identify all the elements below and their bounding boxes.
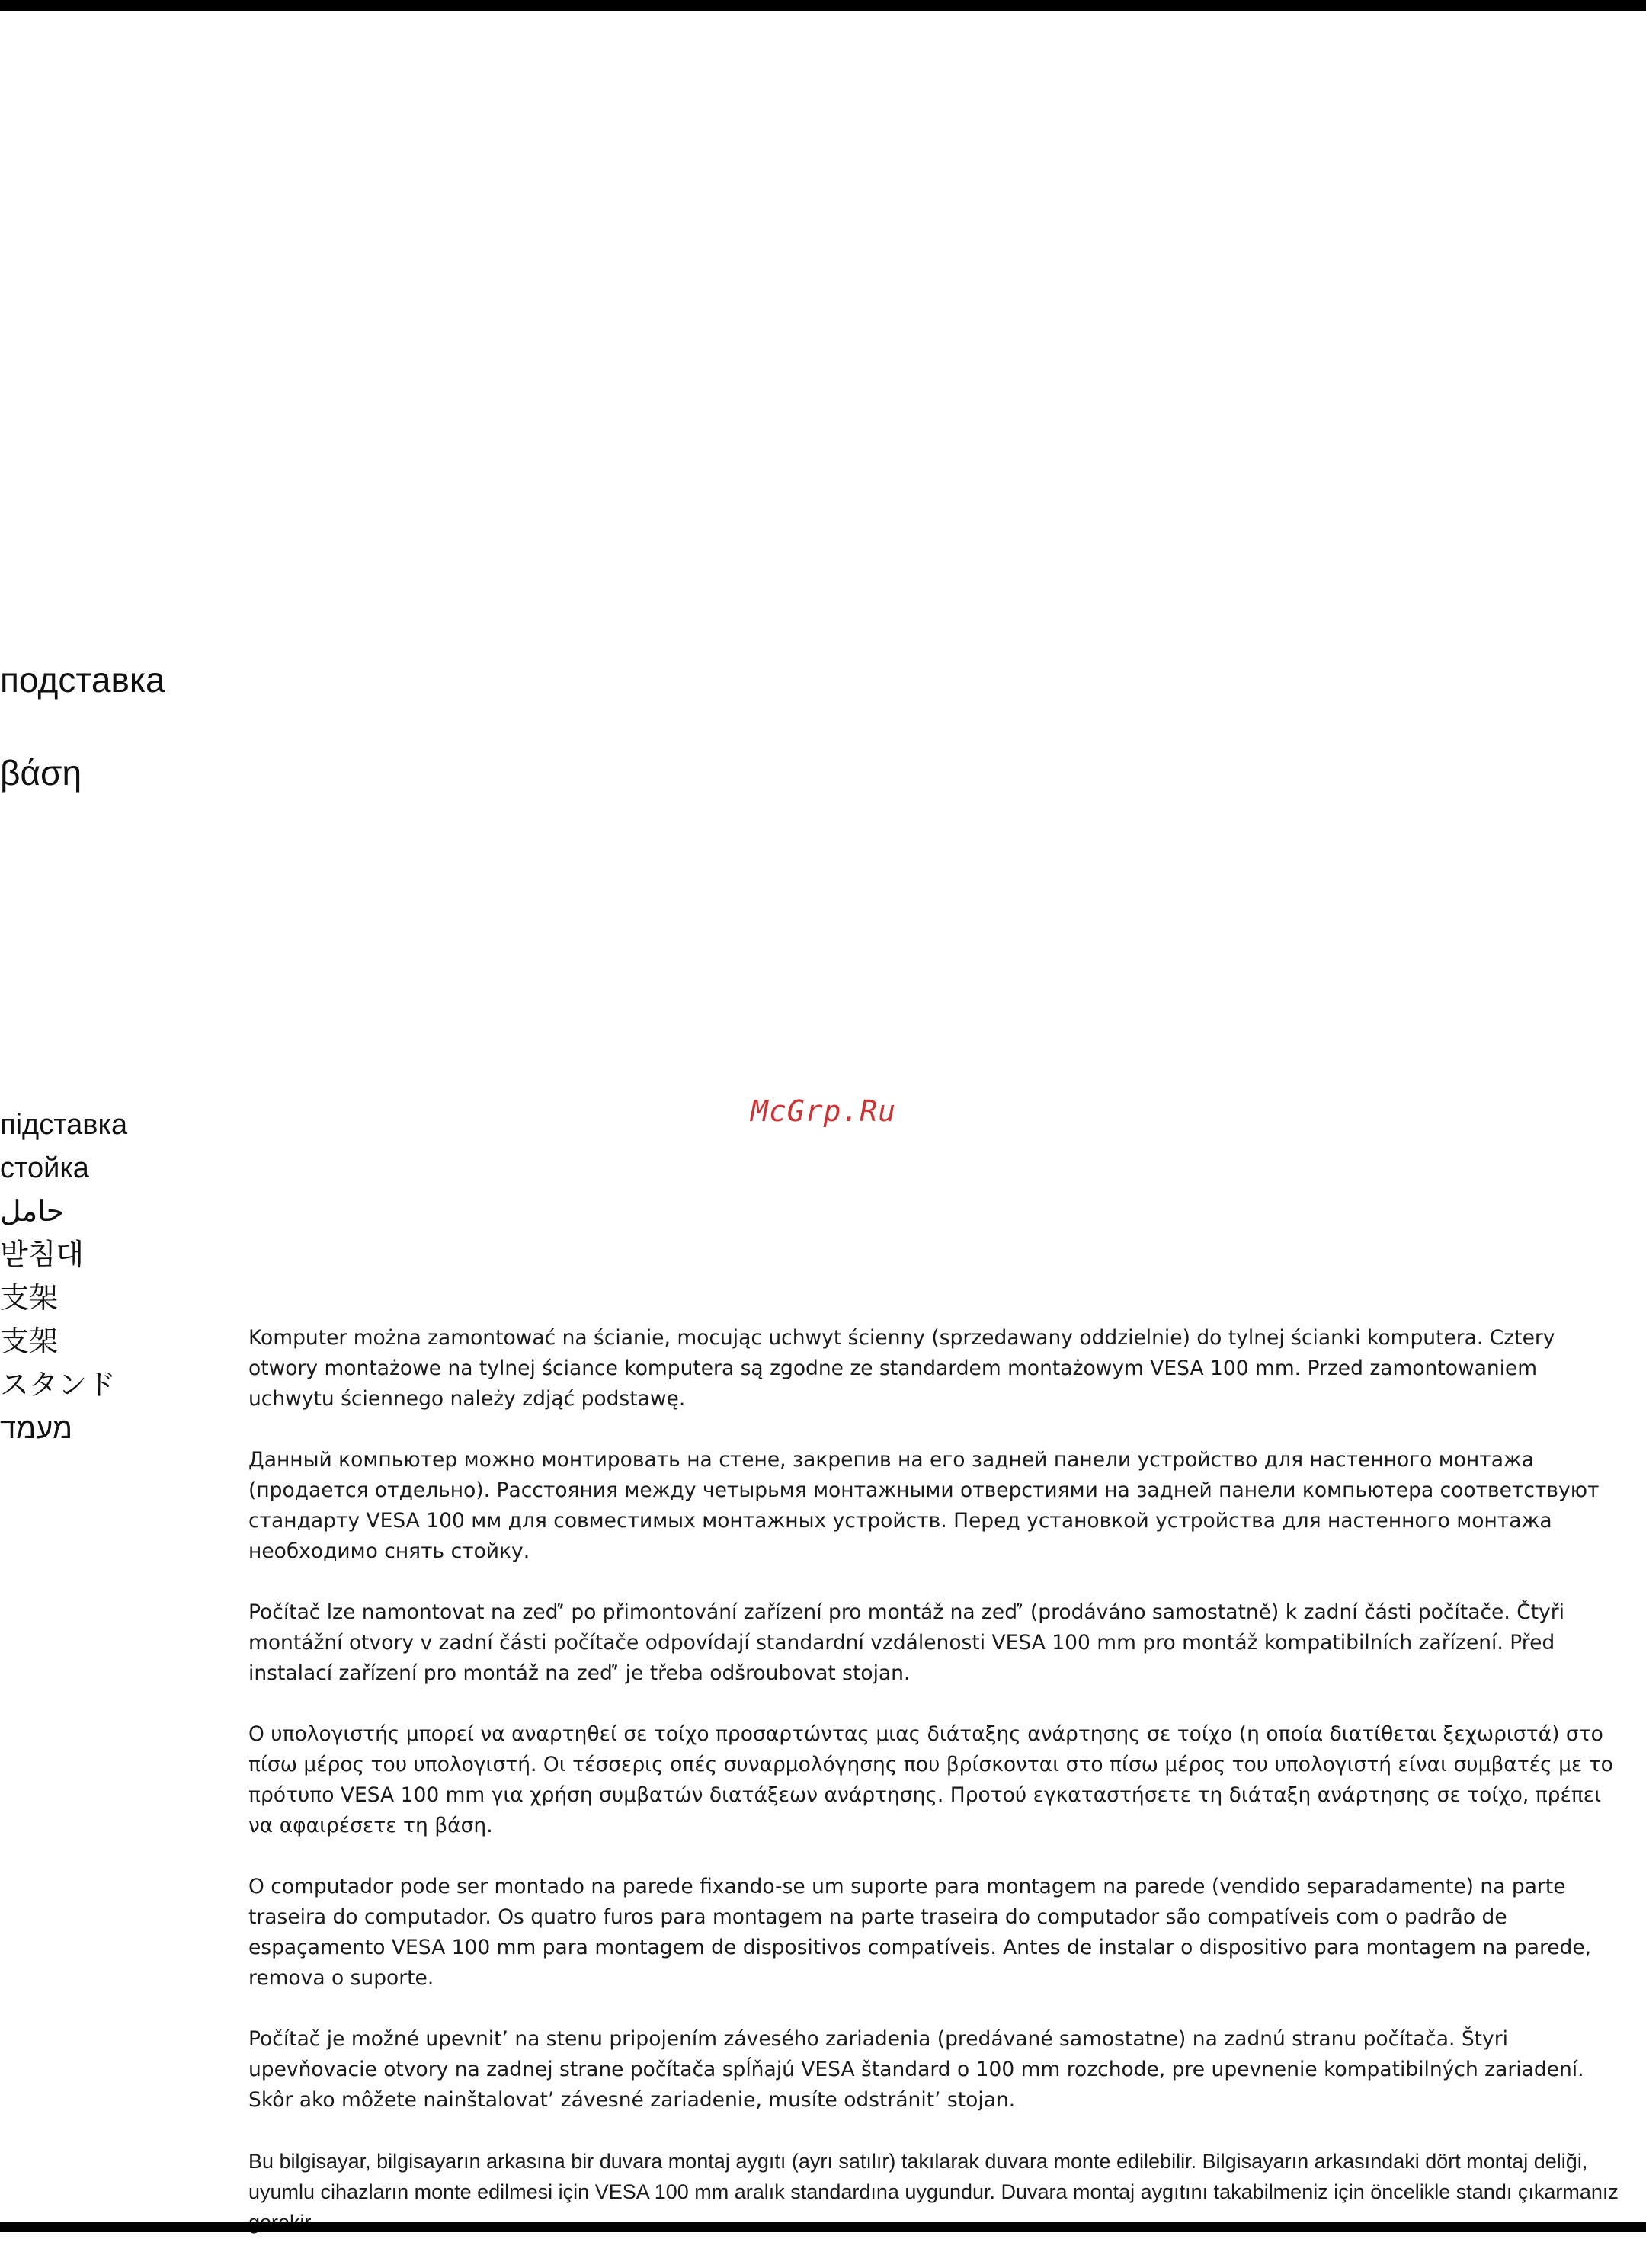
stand-term-russian: подставка [0,660,165,700]
stand-term-list [0,1104,127,1451]
stand-term-arabic: حامل [0,1196,65,1228]
paragraph-greek: Ο υπολογιστής μπορεί να αναρτηθεί σε τοίχο προσαρτώντας μιας διάταξης ανάρτησης σε τοίχο (η οποία διατίθεται ξεχωριστά) στο πίσω μέρος του υπολογιστή. Οι τέσσερις οπές συναρμολόγησης που βρίσκονται στο πίσω μέρος του υπολογιστή είναι συμβατές με το πρότυπο VESA 100 mm για χρήση συμβατών διατάξεων ανάρτησης. Προτού εγκαταστήσετε τη διάταξη ανάρτησης σε τοίχο, πρέπει να αφαιρέσετε τη βάση. [248,1722,1613,1837]
bottom-rule [0,2222,1646,2232]
paragraph-russian: Данный компьютер можно монтировать на стене, закрепив на его задней панели устройство для настенного монтажа (продается отдельно). Расстояния между четырьмя монтажными отверстиями на задней панели компьютера соответствуют стандарту VESA 100 мм для совместимых монтажных устройств. Перед установкой устройства для настенного монтажа необходимо снять стойку. [248,1448,1600,1563]
watermark: McGrp.Ru [751,1094,897,1128]
stand-term-chinese-traditional: 支架 [0,1326,59,1358]
stand-term-japanese: スタンド [0,1369,117,1401]
stand-term-hebrew: מעמד [0,1413,73,1445]
paragraph-polish: Komputer można zamontować na ścianie, mocując uchwyt ścienny (sprzedawany oddzielnie) do tylnej ścianki komputera. Cztery otwory montażowe na tylnej ściance komputera są zgodne ze standardem montażowym VESA 100 mm. Przed zamontowaniem uchwytu ściennego należy zdjąć podstawę. [248,1326,1555,1411]
wall-mount-instructions [248,1323,1620,2268]
stand-term-bulgarian: стойка [0,1152,89,1184]
stand-term-greek: βάση [0,753,82,793]
paragraph-turkish: Bu bilgisayar, bilgisayarın arkasına bir duvara montaj aygıtı (ayrı satılır) takılarak duvara monte edilebilir. Bilgisayarın arkasındaki dört montaj deliği, uyumlu cihazların monte edilmesi için VESA 100 mm aralık standardına uygundur. Duvara montaj aygıtını takabilmeniz için öncelikle standı çıkarmanız [248,2150,1619,2203]
paragraph-slovak: Počítač je možné upevnit’ na stenu pripojením závesého zariadenia (predávané samostatne) na zadnú stranu počítača. Štyri upevňovacie otvory na zadnej strane počítača spĺňajú VESA štandard o 100 mm rozchode, pre upevnenie kompatibilných zariadení. Skôr ako môžete nainštalovat’ závesné zariadenie, musíte odstránit’ stojan. [248,2027,1584,2112]
paragraph-portuguese: O computador pode ser montado na parede fixando-se um suporte para montagem na parede (vendido separadamente) na parte traseira do computador. Os quatro furos para montagem na parte traseira do computador são compatíveis com o padrão de espaçamento VESA 100 mm para montagem de dispositivos compatíveis. Antes de instalar o dispositivo para montagem na parede, remova o suporte. [248,1875,1592,1990]
stand-term-korean: 받침대 [0,1239,85,1271]
stand-term-chinese-simplified: 支架 [0,1283,59,1315]
paragraph-czech: Počítač lze namontovat na zeď’ po přimontování zařízení pro montáž na zeď’ (prodáváno samostatně) k zadní části počítače. Čtyři montážní otvory v zadní části počítače odpovídají standardní vzdálenosti VESA 100 mm pro montáž kompatibilních zařízení. Před instalací zařízení pro montáž na zeď’ je třeba odšroubovat stojan. [248,1600,1565,1685]
top-rule [0,0,1646,11]
stand-term-ukrainian: підставка [0,1109,128,1141]
